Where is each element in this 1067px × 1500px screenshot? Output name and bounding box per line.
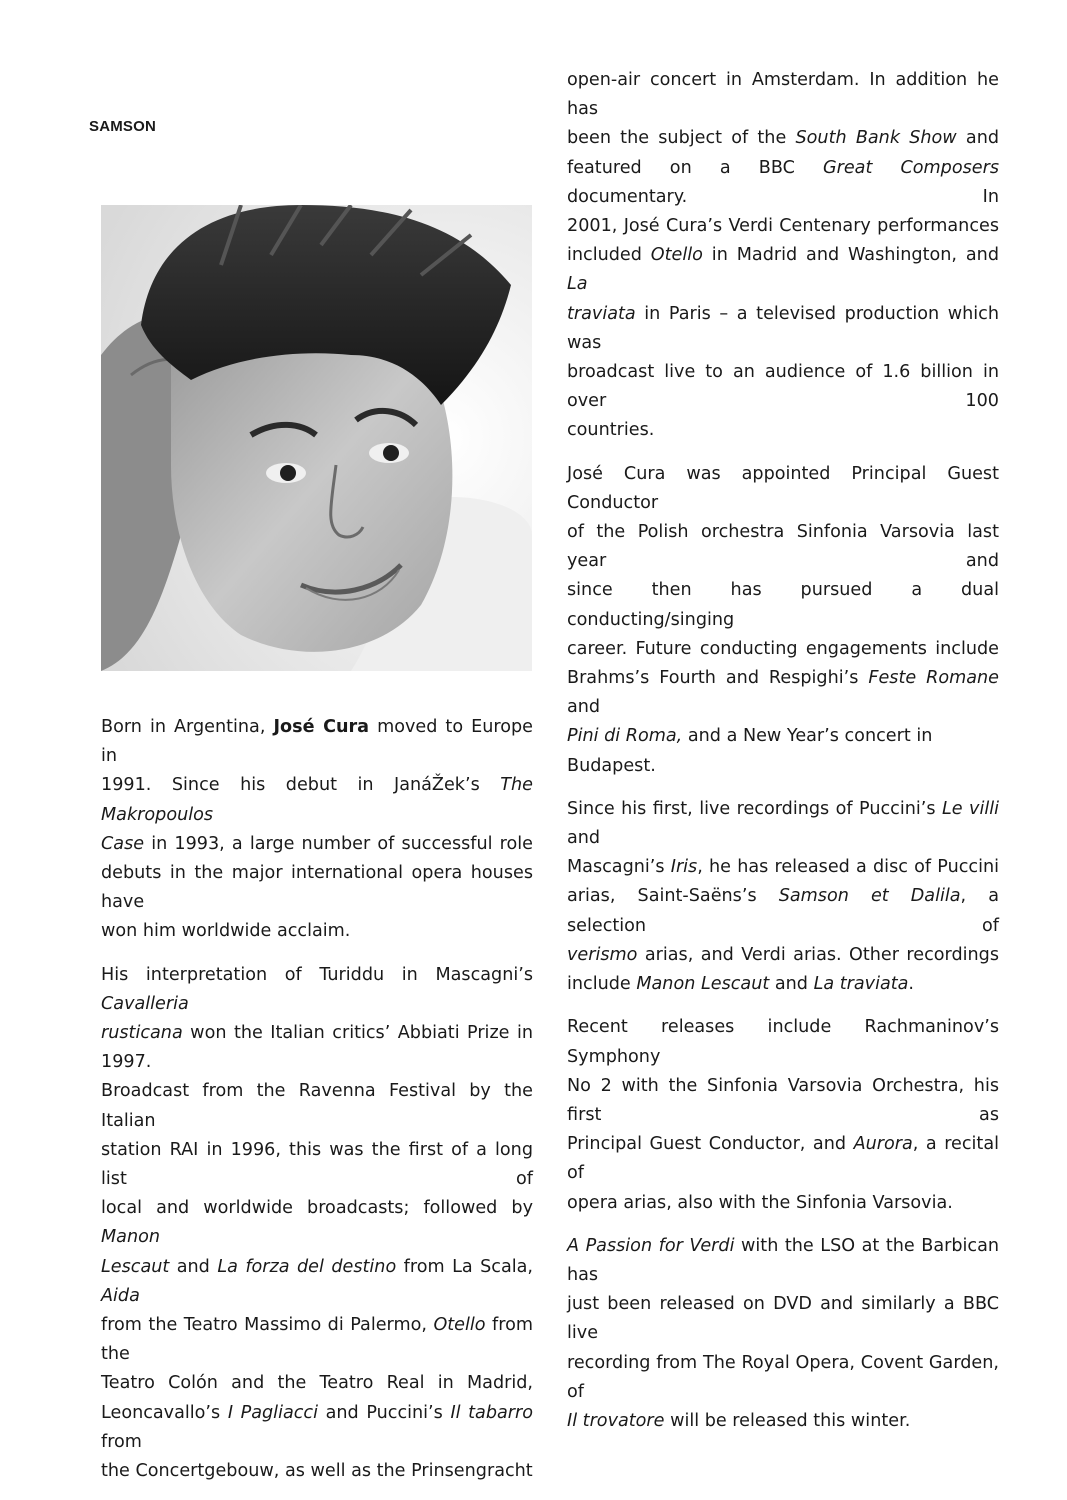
text-run: moved to Europe in — [101, 717, 533, 767]
text-run: debuts in the major international opera houses have — [101, 863, 533, 913]
text-run: local and worldwide broadcasts; followed by — [101, 1198, 533, 1219]
text-run: in Paris – a televised production which was — [567, 303, 999, 353]
paragraph — [101, 961, 533, 1487]
italic-title: Le villi — [941, 798, 999, 819]
text-run: and — [567, 828, 601, 849]
text-run: of the Polish orchestra Sinfonia Varsovia last year and — [567, 522, 999, 572]
text-line — [567, 1072, 999, 1130]
italic-title: Manon Lescaut — [636, 974, 770, 995]
text-run: been the subject of the — [567, 128, 796, 149]
paragraph — [567, 66, 999, 446]
text-run: Principal Guest Conductor, and — [567, 1134, 854, 1155]
text-run: and — [567, 697, 601, 718]
text-run: Brahms’s Fourth and Respighi’s — [567, 668, 869, 689]
text-run: with the LSO at the Barbican has — [567, 1235, 1000, 1285]
text-line — [101, 830, 533, 859]
text-line — [567, 882, 999, 940]
text-run: 1991. Since his debut in JanáŽek’s — [101, 775, 501, 796]
portrait-photo — [101, 205, 532, 671]
text-line — [567, 154, 999, 212]
text-line — [567, 1189, 999, 1218]
italic-title: Aurora — [853, 1134, 913, 1155]
text-run: recording from The Royal Opera, Covent Garden, of — [567, 1352, 999, 1402]
running-head: SAMSON — [89, 118, 157, 135]
text-run: , he has released a disc of Puccini — [697, 857, 999, 878]
italic-title: Lescaut — [101, 1256, 170, 1277]
text-run: documentary. In — [567, 186, 999, 207]
text-line — [101, 1311, 533, 1369]
text-line — [101, 1077, 533, 1135]
text-run: No 2 with the Sinfonia Varsovia Orchestra, his first as — [567, 1075, 999, 1125]
text-line — [567, 853, 999, 882]
bold-text: José Cura — [273, 717, 370, 737]
text-run: and — [956, 128, 1000, 149]
italic-title: I Pagliacci — [227, 1402, 318, 1423]
italic-title: Il trovatore — [567, 1410, 665, 1431]
italic-title: Case — [101, 833, 145, 854]
text-run: 2001, José Cura’s Verdi Centenary performances — [567, 216, 999, 237]
text-line — [567, 212, 999, 241]
text-run: and — [169, 1256, 218, 1277]
italic-title: La forza del destino — [217, 1256, 397, 1277]
text-run: station RAI in 1996, this was the first of a long list of — [101, 1139, 533, 1190]
text-line — [567, 416, 999, 445]
text-run: arias, Saint-Saëns’s — [567, 886, 779, 907]
italic-title: verismo — [567, 944, 638, 965]
text-line — [567, 66, 999, 124]
text-run: Since his first, live recordings of Puccini’s — [567, 798, 942, 819]
text-run: featured on a BBC — [567, 157, 823, 178]
text-line — [101, 917, 533, 946]
paragraph — [567, 460, 999, 781]
italic-title: La traviata — [813, 974, 909, 995]
text-run: from La Scala, — [396, 1256, 533, 1277]
text-line — [567, 241, 999, 299]
text-run: Recent releases include Rachmaninov’s Symphony — [567, 1017, 999, 1067]
text-run: countries. — [567, 420, 655, 441]
text-line — [101, 1399, 533, 1457]
italic-title: Manon — [101, 1227, 161, 1248]
italic-title: rusticana — [101, 1023, 183, 1044]
italic-title: Samson et Dalila — [778, 886, 961, 907]
text-line — [567, 124, 999, 153]
text-line — [567, 1290, 999, 1348]
text-line — [101, 859, 533, 917]
text-run: from the — [101, 1315, 533, 1365]
text-run: opera arias, also with the Sinfonia Varsovia. — [567, 1192, 953, 1213]
text-run: won the Italian critics’ Abbiati Prize in 1997. — [101, 1023, 533, 1073]
text-line — [567, 795, 999, 853]
text-line — [101, 1194, 533, 1252]
text-run: , a selection of — [567, 886, 1000, 936]
text-run: just been released on DVD and similarly a BBC live — [567, 1294, 999, 1344]
text-run: won him worldwide acclaim. — [101, 921, 351, 942]
paragraph — [567, 1232, 999, 1436]
text-run: will be released this winter. — [664, 1410, 911, 1431]
italic-title: Great Composers — [822, 157, 999, 178]
italic-title: Cavalleria — [101, 993, 189, 1014]
text-run: and Puccini’s — [317, 1402, 451, 1423]
text-line — [101, 1457, 533, 1486]
text-run: Leoncavallo’s — [101, 1402, 228, 1423]
text-line — [567, 941, 999, 970]
paragraph — [567, 795, 999, 999]
italic-title: The Makropoulos — [101, 775, 533, 825]
portrait-illustration — [101, 205, 532, 671]
text-line — [101, 1136, 533, 1194]
italic-title: traviata — [567, 303, 636, 324]
text-line — [567, 1407, 999, 1436]
text-run: His interpretation of Turiddu in Mascagni’s — [101, 964, 533, 985]
italic-title: Iris — [670, 857, 698, 878]
text-run: arias, and Verdi arias. Other recordings — [637, 944, 999, 965]
italic-title: Aida — [101, 1285, 140, 1306]
text-run: José Cura was appointed Principal Guest Conductor — [567, 463, 999, 513]
italic-title: Pini di Roma, — [567, 726, 683, 747]
text-line — [567, 1349, 999, 1407]
italic-title: Otello — [433, 1315, 486, 1336]
italic-title: South Bank Show — [795, 128, 957, 149]
text-run: broadcast live to an audience of 1.6 billion in over 100 — [567, 362, 999, 412]
text-run: open-air concert in Amsterdam. In addition he has — [567, 70, 999, 120]
text-run: and a New Year’s concert in Budapest. — [567, 726, 933, 776]
text-line — [567, 576, 999, 634]
text-line — [101, 1369, 533, 1398]
paragraph — [101, 713, 533, 947]
text-run: the Concertgebouw, as well as the Prinsengracht — [101, 1461, 533, 1482]
text-run: Teatro Colón and the Teatro Real in Madrid, — [101, 1373, 533, 1394]
text-line — [567, 460, 999, 518]
text-run: included — [567, 245, 651, 266]
text-run: from the Teatro Massimo di Palermo, — [101, 1315, 434, 1336]
italic-title: Il tabarro — [450, 1402, 533, 1423]
text-run: in Madrid and Washington, and — [702, 245, 999, 266]
text-line — [567, 722, 999, 780]
italic-title: Otello — [650, 245, 703, 266]
italic-title: Feste Romane — [868, 668, 1000, 689]
text-line — [101, 961, 533, 1019]
text-run: and — [769, 974, 814, 995]
text-run: Mascagni’s — [567, 857, 671, 878]
text-run: . — [908, 974, 915, 995]
text-line — [101, 1019, 533, 1077]
text-line — [101, 1253, 533, 1311]
text-line — [567, 970, 999, 999]
italic-title: La — [567, 274, 588, 295]
text-line — [567, 635, 999, 664]
text-run: include — [567, 974, 637, 995]
text-line — [567, 664, 999, 722]
text-line — [101, 713, 533, 771]
italic-title: A Passion for Verdi — [567, 1235, 735, 1256]
text-run: Broadcast from the Ravenna Festival by the Italian — [101, 1081, 533, 1131]
text-run: since then has pursued a dual conducting/singing — [567, 580, 999, 630]
text-line — [567, 1130, 999, 1188]
text-run: from — [101, 1431, 142, 1452]
text-line — [567, 300, 999, 358]
text-run: career. Future conducting engagements include — [567, 638, 999, 659]
text-line — [101, 771, 533, 829]
text-line — [567, 1013, 999, 1071]
right-column — [567, 66, 999, 1450]
left-column — [101, 713, 533, 1500]
text-line — [567, 518, 999, 576]
text-line — [567, 358, 999, 416]
text-run: in 1993, a large number of successful role — [144, 833, 533, 854]
text-run: , a recital of — [567, 1134, 1000, 1184]
text-run: Born in Argentina, — [101, 717, 274, 737]
text-line — [567, 1232, 999, 1290]
paragraph — [567, 1013, 999, 1217]
